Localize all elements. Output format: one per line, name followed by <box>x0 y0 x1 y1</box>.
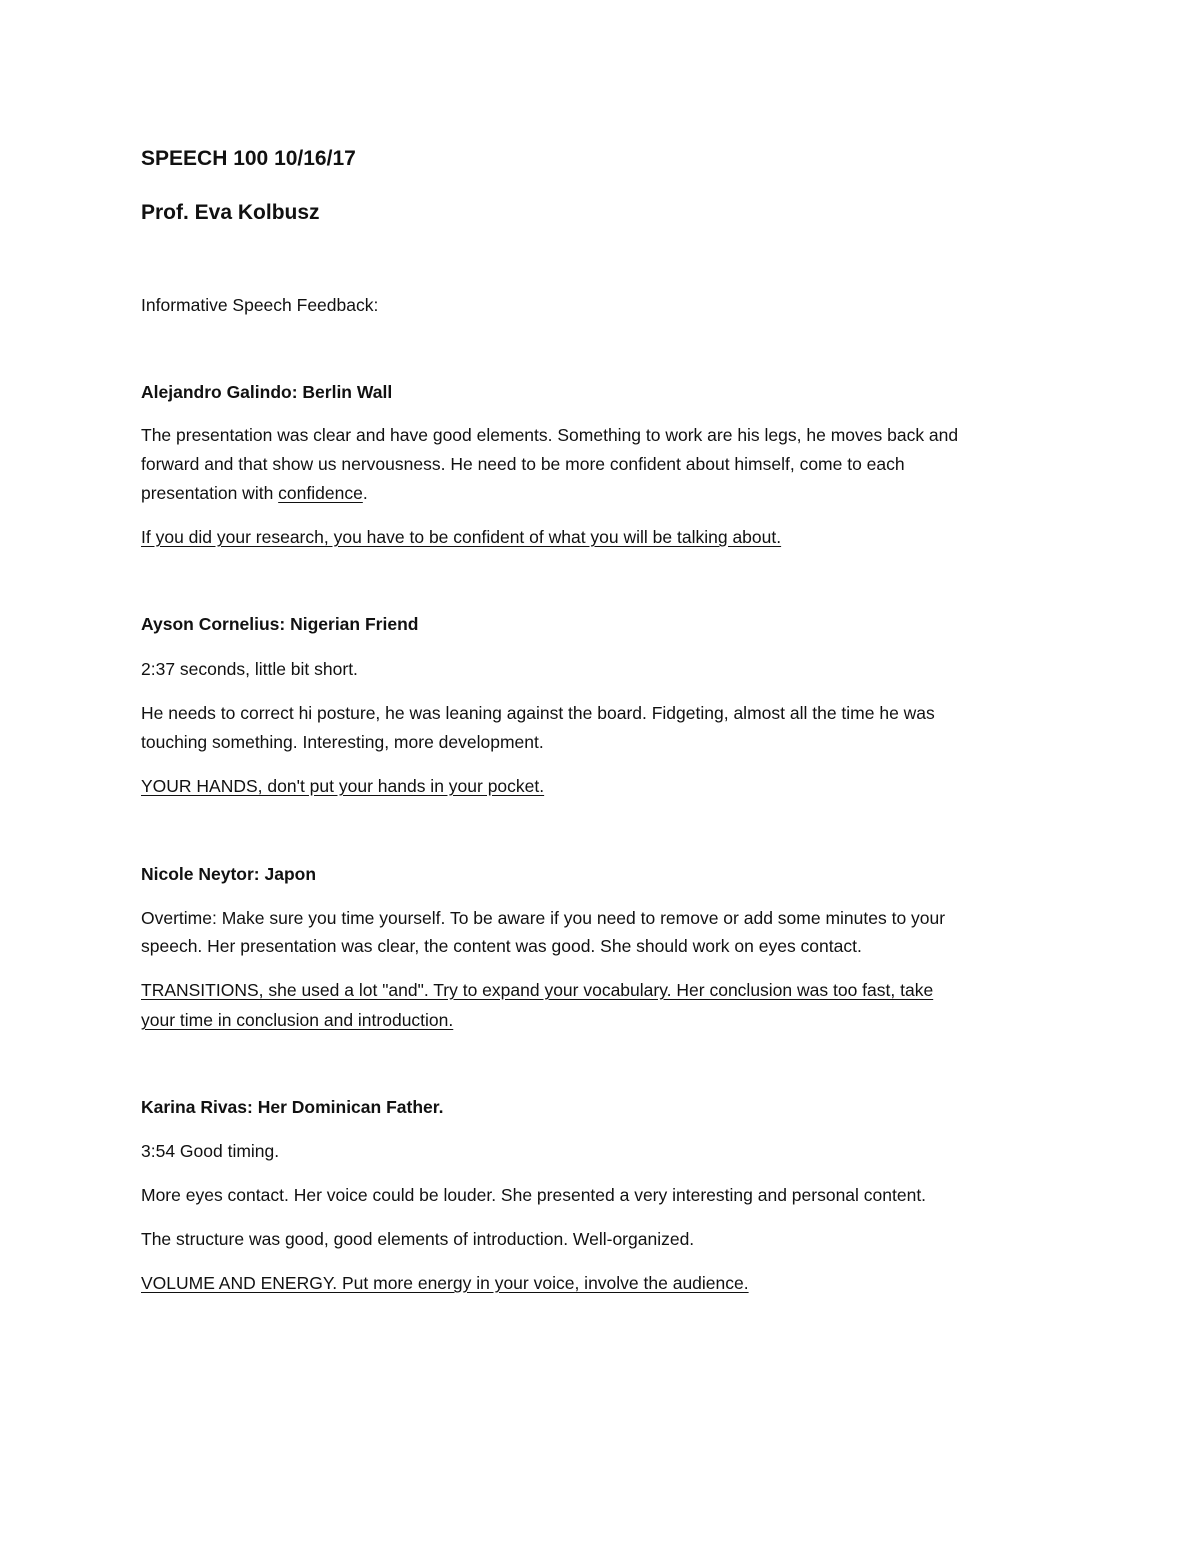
speech-heading-galindo: Alejandro Galindo: Berlin Wall <box>141 382 393 402</box>
speech-heading-neytor: Nicole Neytor: Japon <box>141 864 317 884</box>
feedback-text: speech. Her presentation was clear, the content was good. She should work on eyes contact. <box>141 936 862 956</box>
feedback-text <box>141 483 368 504</box>
advice-text: If you did your research, you have to be confident of what you will be talking about. <box>141 527 782 547</box>
feedback-text: He needs to correct hi posture, he was leaning against the board. Fidgeting, almost all the time he was <box>141 703 935 723</box>
speech-heading-cornelius: Ayson Cornelius: Nigerian Friend <box>141 614 419 634</box>
feedback-text: touching something. Interesting, more development. <box>141 732 544 752</box>
advice-text: your time in conclusion and introduction. <box>141 1010 454 1030</box>
feedback-text: Overtime: Make sure you time yourself. To be aware if you need to remove or add some minutes to your <box>141 908 946 928</box>
professor-name: Prof. Eva Kolbusz <box>141 201 320 224</box>
feedback-text: The structure was good, good elements of introduction. Well-organized. <box>141 1229 695 1249</box>
section-intro: Informative Speech Feedback: <box>141 295 379 315</box>
feedback-text-segment: presentation with <box>141 483 279 503</box>
feedback-text: More eyes contact. Her voice could be louder. She presented a very interesting and personal content. <box>141 1185 927 1205</box>
timing-text: 2:37 seconds, little bit short. <box>141 659 358 679</box>
advice-text: YOUR HANDS, don't put your hands in your pocket. <box>141 776 545 796</box>
feedback-text-segment: . <box>362 483 368 503</box>
underlined-word: confidence <box>278 483 363 503</box>
advice-text: VOLUME AND ENERGY. Put more energy in your voice, involve the audience. <box>141 1273 749 1293</box>
advice-text: TRANSITIONS, she used a lot "and". Try to expand your vocabulary. Her conclusion was too fast, take <box>141 980 934 1000</box>
feedback-text: The presentation was clear and have good elements. Something to work are his legs, he moves back and <box>141 425 959 445</box>
course-title: SPEECH 100 10/16/17 <box>141 147 356 170</box>
feedback-text: forward and that show us nervousness. He need to be more confident about himself, come to each <box>141 454 905 474</box>
speech-heading-rivas: Karina Rivas: Her Dominican Father. <box>141 1097 444 1117</box>
timing-text: 3:54 Good timing. <box>141 1141 280 1161</box>
